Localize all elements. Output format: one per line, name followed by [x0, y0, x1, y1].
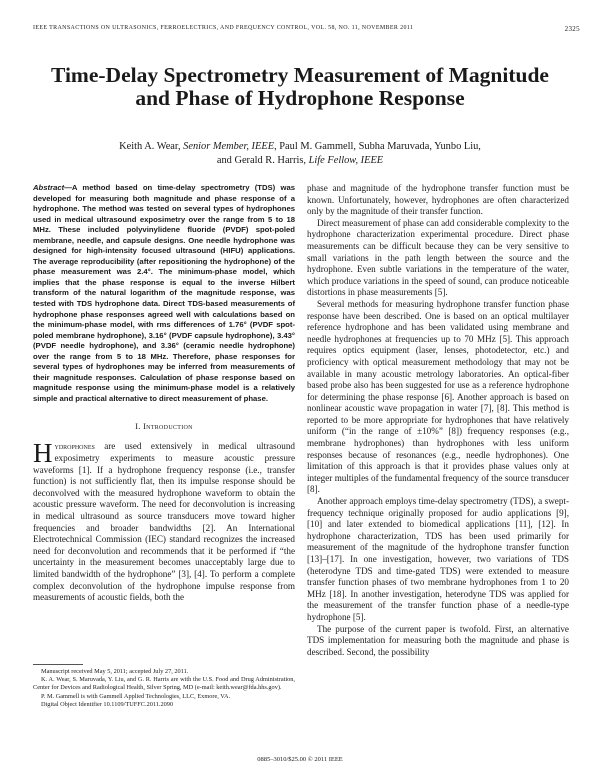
footnote-received: Manuscript received May 5, 2011; accepted July 27, 2011. — [41, 668, 189, 675]
footnotes — [33, 668, 295, 709]
journal-header: IEEE TRANSACTIONS ON ULTRASONICS, FERROELECTRICS, AND FREQUENCY CONTROL, VOL. 58, NO. 11, NOVEMBER 2011 — [33, 25, 414, 31]
abstract-text: A method based on time-delay spectrometry (TDS) was developed for measuring both magnitude and phase response of a hydrophone. The method was tested on several types of hydrophones used in medical ultrasound exposimetry over the range from 5 to 18 MHz. These included polyvinylidene fluoride (PVDF) spot-poled membrane, needle, and capsule designs. One needle hydrophone was designed for high-intensity focused ultrasound (HIFU) applications. The average reproducibility (after repositioning the hydrophone) of the phase measurement was 2.4°. The minimum-phase model, which implies that the phase response is equal to the inverse Hilbert transform of the natural logarithm of the magnitude response, was tested with TDS hydrophone data. Direct TDS-based measurements of hydrophone phase responses agreed well with calculations based on the minimum-phase model, with rms differences of 1.76° (PVDF spot-poled membrane hydrophone), 3.16° (PVDF capsule hydrophone), 3.43° (PVDF needle hydrophone), and 3.36° (ceramic needle hydrophone) over the range from 5 to 18 MHz. Therefore, phase responses for several types of hydrophones may be inferred from measurements of their magnitude responses. Calculation of phase response based on magnitude response using the minimum-phase model is a relatively simple and practical alternative to direct measurement of phase. — [33, 183, 295, 403]
author-text: and Gerald R. Harris, — [216, 154, 309, 166]
body-paragraph: phase and magnitude of the hydrophone transfer function must be known. Unfortunately, however, hydrophones are often characterized only by the magnitude of their transfer function. — [307, 183, 569, 217]
abstract: Abstract—A method based on time-delay spectrometry (TDS) was developed for measuring both magnitude and phase response of a hydrophone. The method was tested on several types of hydrophones used in medical ultrasound exposimetry over the range from 5 to 18 MHz. These included polyvinylidene fluoride (PVDF) spot-poled membrane, needle, and capsule designs. One needle hydrophone was designed for high-intensity focused ultrasound (HIFU) applications. The average reproducibility (after repositioning the hydrophone) of the phase measurement was 2.4°. The minimum-phase model, which implies that the phase response is equal to the inverse Hilbert transform of the natural logarithm of the magnitude response, was tested with TDS hydrophone data. Direct TDS-based measurements of hydrophone phase responses agreed well with calculations based on the minimum-phase model, with rms differences of 1.76° (PVDF spot-poled membrane hydrophone), 3.16° (PVDF capsule hydrophone), 3.43° (PVDF needle hydrophone), and 3.36° (ceramic needle hydrophone) over the range from 5 to 18 MHz. Therefore, phase responses for several types of hydrophones may be inferred from measurements of their magnitude responses. Calculation of phase response based on magnitude response using the minimum-phase model is a relatively simple and practical alternative to direct measurement of phase. — [33, 183, 295, 403]
intro-paragraph — [33, 438, 295, 603]
paper-title: Time-Delay Spectrometry Measurement of Magnitude and Phase of Hydrophone Response — [51, 63, 549, 110]
footnote-affiliation-2: P. M. Gammell is with Gammell Applied Technologies, LLC, Exmore, VA. — [41, 692, 231, 700]
author-block — [50, 140, 550, 167]
footnote-affiliation: K. A. Wear, S. Maruvada, Y. Liu, and G. R. Harris are with the U.S. Food and Drug Administration, Center for Devices and Radiological Health, Silver Spring, MD (e-mail: keith.wear@fda.hhs.gov). — [33, 676, 295, 692]
author-text: Keith A. Wear, — [119, 141, 184, 152]
running-header — [33, 25, 580, 37]
body-paragraph: The purpose of the current paper is twofold. First, an alternative TDS implementation for measuring both the magnitude and phase is described. Second, the possibility — [307, 623, 569, 657]
footnote-rule — [33, 664, 83, 665]
author-text: , Paul M. Gammell, Subha Maruvada, Yunbo Liu, — [274, 141, 481, 152]
page-number: 2325 — [564, 25, 580, 33]
footnote-doi: Digital Object Identifier 10.1109/TUFFC.2011.2090 — [41, 700, 174, 708]
first-word: ydrophones — [54, 441, 95, 452]
author-line-2 — [217, 155, 383, 166]
copyright-line: 0885–3010/$25.00 © 2011 IEEE — [257, 756, 343, 763]
right-column — [307, 183, 569, 658]
left-column — [33, 183, 295, 604]
drop-cap: H — [33, 438, 53, 469]
body-paragraph: Direct measurement of phase can add considerable complexity to the hydrophone characterization experimental procedure. Direct phase measurements can be difficult because they can be very sensitive to small variations in the path length between the source and the hydrophone. Even subtle variations in the temperature of the water, which produce variations in the speed of sound, can produce noticeable distortions in phase measurements [5]. — [307, 217, 569, 298]
author-membership: Life Fellow, IEEE — [308, 154, 384, 166]
intro-text: are used extensively in medical ultrasound exposimetry experiments to measure acoustic pressure waveforms [1]. If a hydrophone frequency response (i.e., transfer function) is not sufficiently flat, then its impulse response should be deconvolved with the measured hydrophone waveform to obtain the acoustic pressure waveform. The need for deconvolution is increasing in medical ultrasound as source transducers move toward higher frequencies and broader bandwidths [2]. An International Electrotechnical Commission (IEC) standard recognizes the increased need for deconvolution and recommends that it be performed if “the uncertainty in the measurement becomes unacceptably large due to limited bandwidth of the hydrophone” [3], [4]. To perform a complete complex deconvolution of the hydrophone impulse response from measurements of acoustic fields, both the — [33, 441, 295, 603]
author-membership: Senior Member, IEEE — [183, 141, 275, 152]
author-line-1 — [119, 141, 481, 152]
body-paragraph: Another approach employs time-delay spectrometry (TDS), a swept-frequency technique originally proposed for audio applications [9], [10] and later extended to biomedical applications [11], [12]. In hydrophone characterization, TDS has been used primarily for measurement of the magnitude of the hydrophone transfer function [13]–[17]. In one investigation, however, two variations of TDS (heterodyne TDS and time-gated TDS) were extended to measure transfer function phases of two membrane hydrophones from 1 to 20 MHz [18]. In another investigation, heterodyne TDS was applied for the measurement of the transfer function phase of a needle-type hydrophone [5]. — [307, 496, 569, 622]
body-paragraph: Several methods for measuring hydrophone transfer function phase response have been described. One is based on an optical multilayer reference hydrophone and has been validated using membrane and needle hydrophones at frequencies up to 70 MHz [5]. This approach requires optics equipment (laser, lenses, photodetector, etc.) and proficiency with optical measurement methodology that may not be available in many acoustic metrology laboratories. An optical-fiber based probe also has been suggested for use as a reference hydrophone for determining the phase response [6]. Another approach is based on nonlinear acoustic wave propagation in water [7], [8]. This method is reported to be more appropriate for hydrophones that have relatively uniform (“in the range of ±10%” [8]) frequency responses (e.g., membrane hydrophones) than hydrophones with less uniform responses because of resonances (e.g., needle hydrophones). One limitation of this approach is that it provides phase values only at integer multiples of the fundamental frequency of the source transducer [8]. — [307, 298, 569, 495]
abstract-label: Abstract — [33, 183, 65, 192]
section-heading: I. Introduction — [135, 422, 193, 432]
